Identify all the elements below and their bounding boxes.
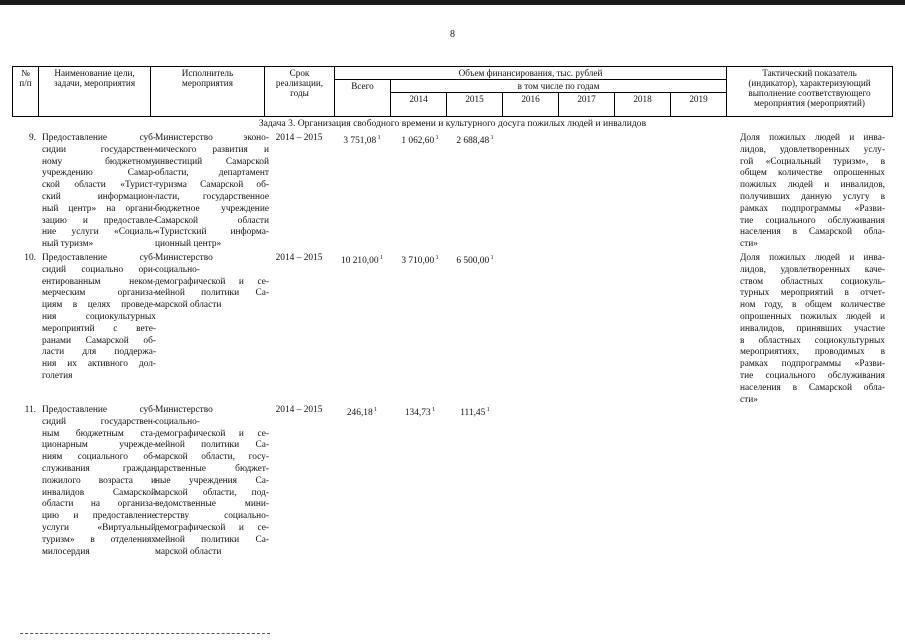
indicator-line: лидов, удовлетворенных услу-	[740, 144, 885, 155]
executor-line: марской области	[155, 546, 222, 557]
footnote-mark: 1	[489, 135, 494, 141]
funding-2015	[447, 253, 503, 268]
activity-name-line: ному бюджетному	[42, 156, 156, 167]
activity-name	[42, 253, 156, 383]
funding-total	[334, 405, 390, 420]
executor-line: дарственные бюджет-	[155, 463, 269, 474]
activity-name-line: Предоставление суб-	[42, 253, 156, 263]
indicator-line: Доля пожилых людей и инва-	[740, 253, 885, 263]
activity-name-line: инвалидов Самарской	[42, 487, 156, 498]
indicator-line: тие социального обслуживания	[740, 215, 885, 226]
executor-line: демографической и се-	[155, 428, 269, 439]
header-year-2017: 2017	[559, 93, 615, 117]
activity-name-line: милосердия	[42, 546, 90, 557]
executor-line: инвестиций Самарской	[155, 156, 269, 167]
executor-line: ведомственные мини-	[155, 499, 269, 510]
activity-name-line: сидий государствен-	[42, 416, 156, 427]
funding-total-value: 246,18	[346, 408, 373, 419]
executor-line: марской области, под-	[155, 487, 269, 498]
term: 2014 – 2015	[275, 405, 323, 415]
indicator-line: населения в Самарской обла-	[740, 227, 885, 238]
header-col-executor: Исполнитель мероприятия	[151, 67, 265, 117]
indicator-line: гой «Социальный туризм», в	[740, 156, 885, 167]
funding-2014-value: 3 710,00	[401, 256, 435, 267]
indicator	[740, 253, 885, 406]
executor-line: демографической и се-	[155, 522, 269, 533]
indicator-line: рамках подпрограммы «Разви-	[740, 203, 885, 214]
indicator-line: лидов, удовлетворенных каче-	[740, 264, 885, 275]
footnote-mark: 1	[430, 407, 436, 413]
page-bottom-edge	[20, 633, 270, 637]
executor-line: ционный центр»	[155, 239, 222, 250]
indicator-line: сти»	[740, 394, 758, 405]
header-col-indicator: Тактический показатель (индикатор), характеризующий выполнение соответствующего мероприятия (мероприятий)	[727, 67, 893, 117]
indicator-line: турных мероприятий в отчет-	[740, 288, 885, 299]
footnote-mark: 1	[372, 407, 378, 413]
activity-name-line: туризм» в отделениях	[42, 534, 156, 545]
executor-line: социально-	[155, 264, 200, 275]
footnote-mark: 1	[489, 255, 494, 261]
activity-name-line: ние услуги «Социаль-	[42, 227, 156, 238]
activity-name-line: услуги «Виртуальный	[42, 522, 156, 533]
indicator-line: мероприятиях, проводимых в	[740, 347, 885, 358]
activity-name	[42, 133, 156, 251]
row-number: 9.	[28, 133, 36, 143]
activity-name-line: цию и предоставление	[42, 511, 156, 522]
row-number: 10.	[24, 253, 36, 263]
funding-2015-value: 2 688,48	[456, 136, 490, 147]
activity-name-line: ным бюджетным ста-	[42, 428, 156, 439]
activity-name-line: ский информацион-	[42, 191, 156, 202]
executor	[155, 133, 269, 251]
activity-name-line: ентированным неком-	[42, 276, 156, 287]
executor-line: мического развития и	[155, 144, 269, 155]
footnote-mark: 1	[378, 255, 383, 261]
indicator-line: опрошенных пожилых людей и	[740, 311, 885, 322]
funding-2015	[447, 405, 503, 420]
activity-name-line: мерческим организа-	[42, 288, 156, 299]
activity-name-line: ния социокультурных	[42, 311, 156, 322]
activity-name-line: сидии государствен-	[42, 144, 156, 155]
executor-line: мейной политики Са-	[155, 534, 269, 545]
top-border	[0, 0, 905, 5]
activity-name-line: ния их активного дол-	[42, 359, 156, 370]
term: 2014 – 2015	[275, 253, 323, 263]
executor-line: Министерство	[155, 405, 213, 415]
executor-line: Министерство эконо-	[155, 133, 269, 143]
row-number: 11.	[24, 405, 36, 415]
task-title: Задача 3. Организация свободного времени и культурного досуга пожилых людей и инвалидов	[258, 118, 647, 129]
activity-name-line: Предоставление суб-	[42, 133, 156, 143]
executor	[155, 253, 269, 312]
activity-name	[42, 405, 156, 558]
executor-line: «Туристский информа-	[155, 227, 269, 238]
executor-line: мейной политики Са-	[155, 288, 269, 299]
activity-name-line: пожилого возраста и	[42, 475, 156, 486]
activity-name-line: ный туризм»	[42, 239, 94, 250]
funding-total	[334, 133, 390, 148]
indicator-line: общем количестве опрошенных	[740, 168, 885, 179]
header-year-2015: 2015	[447, 93, 503, 117]
executor-line: ные учреждения Са-	[155, 475, 269, 486]
executor-line: марской области	[155, 300, 222, 311]
table-header	[12, 66, 893, 117]
funding-2015	[447, 133, 503, 148]
executor-line: Самарской области	[155, 215, 269, 226]
funding-2014-value: 134,73	[404, 408, 431, 419]
activity-name-line: ниям социального об-	[42, 452, 156, 463]
funding-2015-value: 111,45	[460, 408, 486, 419]
header-col-total: Всего	[335, 80, 391, 117]
funding-total-value: 3 751,08	[343, 136, 377, 147]
header-year-2016: 2016	[503, 93, 559, 117]
indicator-line: рамках подпрограммы «Разви-	[740, 359, 885, 370]
indicator-line: населения в Самарской обла-	[740, 382, 885, 393]
executor-line: бюджетное учреждение	[155, 203, 269, 214]
indicator-line: инвалидов, принявших участие	[740, 323, 885, 334]
funding-2014	[392, 405, 448, 420]
indicator-line: в областных социокультурных	[740, 335, 885, 346]
indicator-line: пожилых людей и инвалидов,	[740, 180, 885, 191]
funding-2014	[392, 133, 448, 148]
activity-name-line: Предоставление суб-	[42, 405, 156, 415]
indicator-line: получивших данную услугу в	[740, 191, 885, 202]
footnote-mark: 1	[434, 135, 439, 141]
indicator	[740, 133, 885, 251]
activity-name-line: циям в целях проведе-	[42, 300, 156, 311]
executor-line: Министерство	[155, 253, 213, 263]
funding-2014-value: 1 062,60	[401, 136, 435, 147]
executor-line: стерству социально-	[155, 511, 269, 522]
term: 2014 – 2015	[275, 133, 323, 143]
indicator-line: ством областных социокуль-	[740, 276, 885, 287]
header-year-2018: 2018	[615, 93, 671, 117]
activity-name-line: сидий социально ори-	[42, 264, 156, 275]
header-col-financing: Объем финансирования, тыс. рублей	[335, 67, 727, 80]
executor-line: ласти, государственное	[155, 191, 269, 202]
indicator-line: Доля пожилых людей и инва-	[740, 133, 885, 143]
activity-name-line: ционарным учрежде-	[42, 440, 156, 451]
activity-name-line: служивания граждан	[42, 463, 156, 474]
activity-name-line: учреждению Самар-	[42, 168, 156, 179]
activity-name-line: ный центр» на органи-	[42, 203, 156, 214]
funding-2015-value: 6 500,00	[456, 256, 490, 267]
header-year-2019: 2019	[671, 93, 727, 117]
activity-name-line: голетия	[42, 370, 73, 381]
header-col-name: Наименование цели, задачи, мероприятия	[39, 67, 151, 117]
executor	[155, 405, 269, 558]
header-year-2014: 2014	[391, 93, 447, 117]
activity-name-line: ранами Самарской об-	[42, 335, 156, 346]
header-col-term: Срок реализации, годы	[265, 67, 335, 117]
executor-line: туризма Самарской об-	[155, 180, 269, 191]
executor-line: мейной политики Са-	[155, 440, 269, 451]
indicator-line: тие социального обслуживания	[740, 370, 885, 381]
funding-2014	[392, 253, 448, 268]
executor-line: марской области, госу-	[155, 452, 269, 463]
header-col-num: № п/п	[13, 67, 39, 117]
footnote-mark: 1	[376, 135, 381, 141]
activity-name-line: мероприятий с вете-	[42, 323, 156, 334]
activity-name-line: ской области «Турист-	[42, 180, 156, 191]
footnote-mark: 1	[434, 255, 439, 261]
footnote-mark: 1	[485, 407, 490, 413]
indicator-line: ном году, в общем количестве	[740, 300, 885, 311]
activity-name-line: зацию и предоставле-	[42, 215, 156, 226]
page-number: 8	[450, 29, 455, 40]
executor-line: области, департамент	[155, 168, 269, 179]
indicator-line: сти»	[740, 239, 758, 250]
executor-line: социально-	[155, 416, 200, 427]
activity-name-line: ласти для поддержа-	[42, 347, 156, 358]
header-col-by-years: в том числе по годам	[391, 80, 727, 93]
executor-line: демографической и се-	[155, 276, 269, 287]
funding-total-value: 10 210,00	[341, 256, 379, 267]
activity-name-line: области на организа-	[42, 499, 156, 510]
funding-total	[334, 253, 390, 268]
